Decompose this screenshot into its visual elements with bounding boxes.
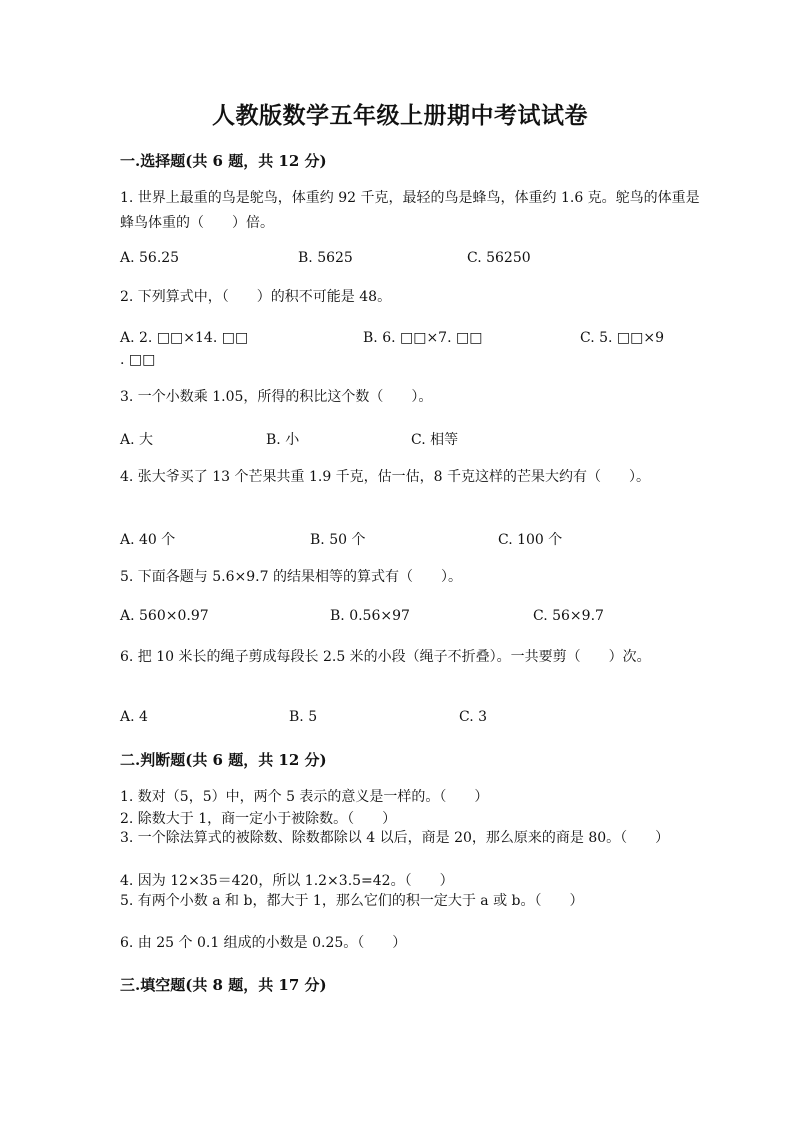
page-title: 人教版数学五年级上册期中考试试卷 [212,102,588,129]
question-2: 2. 下列算式中，（ ）的积不可能是 48。 [120,289,392,305]
options-q4 [120,529,710,553]
judge-item-2: 2. 除数大于 1，商一定小于被除数。（ ） [120,811,397,827]
option-b: B. 6. □□×7. □□ [363,330,483,346]
options-q3 [120,429,710,453]
option-b: B. 5 [289,709,318,725]
judge-item-6: 6. 由 25 个 0.1 组成的小数是 0.25。（ ） [120,935,407,951]
question-4: 4. 张大爷买了 13 个芒果共重 1.9 千克，估一估，8 千克这样的芒果大约有（ ）。 [120,469,651,485]
options-q6 [120,709,710,733]
option-c: C. 3 [459,709,488,725]
options-q5 [120,608,710,632]
judge-item-3: 3. 一个除法算式的被除数、除数都除以 4 以后，商是 20，那么原来的商是 80。（ ） [120,830,670,846]
option-b: B. 5625 [298,250,353,266]
option-a: A. 40 个 [120,532,176,548]
option-b: B. 50 个 [310,532,366,548]
option-c: C. 100 个 [498,532,563,548]
judge-item-4: 4. 因为 12×35＝420，所以 1.2×3.5=42。（ ） [120,873,454,889]
option-a: A. 560×0.97 [120,608,209,624]
judge-item-1: 1. 数对（5，5）中，两个 5 表示的意义是一样的。（ ） [120,789,489,805]
option-c: C. 56250 [467,250,531,266]
option-a: A. 大 [120,432,154,448]
options-q1 [120,250,710,274]
option-c: C. 5. □□×9 [580,330,665,346]
option-a: A. 56.25 [120,250,180,266]
option-c-continuation: . □□ [120,352,156,368]
question-5: 5. 下面各题与 5.6×9.7 的结果相等的算式有（ ）。 [120,569,462,585]
option-c: C. 56×9.7 [533,608,604,624]
options-q2-wrap [120,352,710,376]
section-heading-fill: 三.填空题(共 8 题，共 17 分) [120,976,327,994]
question-3: 3. 一个小数乘 1.05，所得的积比这个数（ ）。 [120,389,433,405]
section-heading-judge: 二.判断题(共 6 题，共 12 分) [120,751,327,769]
question-6: 6. 把 10 米长的绳子剪成每段长 2.5 米的小段（绳子不折叠）。一共要剪（ ）次。 [120,649,651,665]
judge-item-5: 5. 有两个小数 a 和 b，都大于 1，那么它们的积一定大于 a 或 b。（ ） [120,893,584,909]
option-a: A. 2. □□×14. □□ [120,330,249,346]
options-q2 [120,330,710,354]
question-1: 1. 世界上最重的鸟是鸵鸟，体重约 92 千克，最轻的鸟是蜂鸟，体重约 1.6 克。鸵鸟的体重是蜂鸟体重的（ ）倍。 [120,190,700,231]
section-heading-choice: 一.选择题(共 6 题，共 12 分) [120,152,327,170]
option-c: C. 相等 [411,432,459,448]
option-b: B. 0.56×97 [330,608,410,624]
option-a: A. 4 [120,709,148,725]
option-b: B. 小 [266,432,300,448]
